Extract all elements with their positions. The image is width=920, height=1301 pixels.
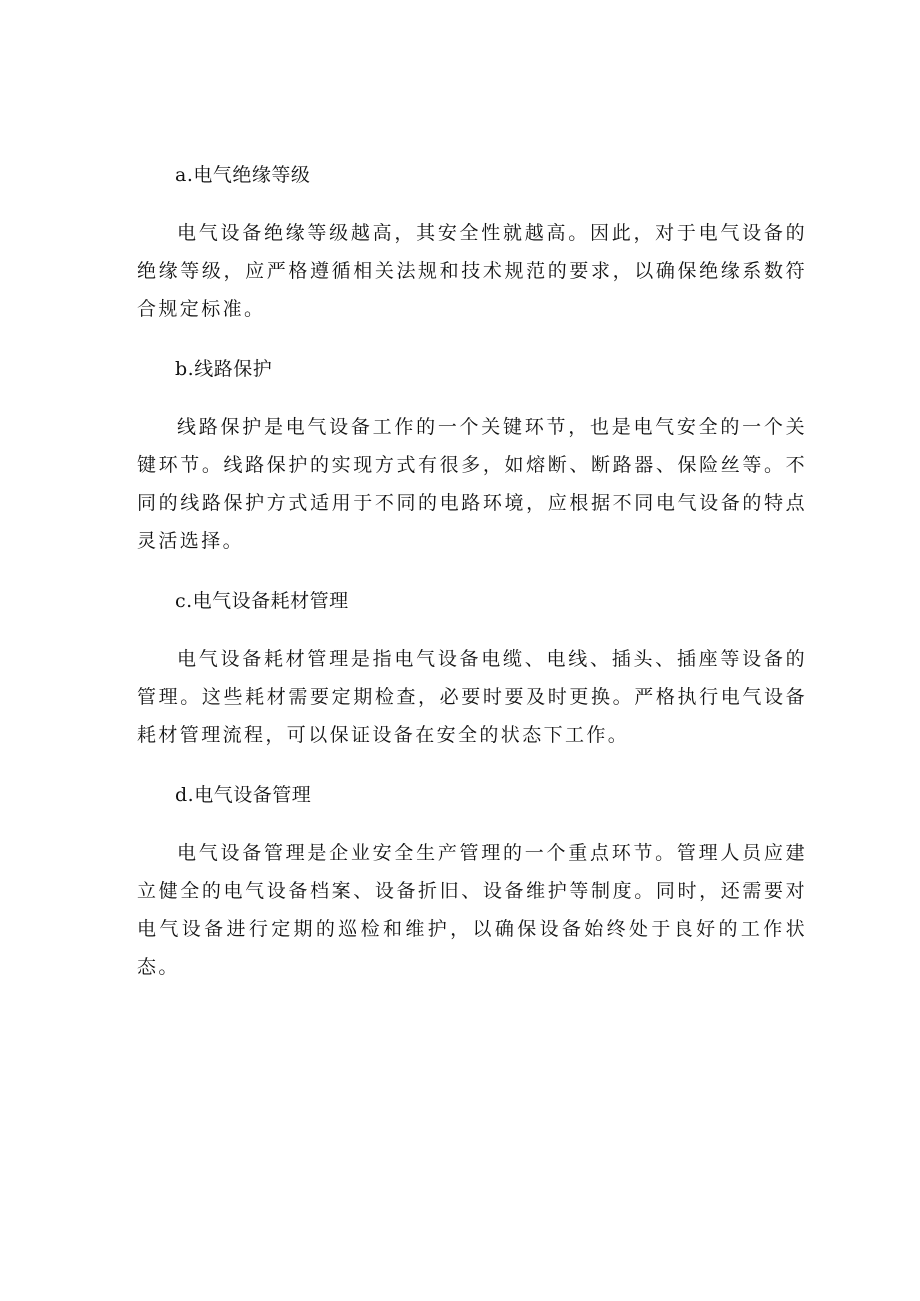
section-heading-b: b.线路保护: [175, 358, 273, 380]
section-body-c: 电气设备耗材管理是指电气设备电缆、电线、插头、插座等设备的管理。这些耗材需要定期检查，必要时要及时更换。严格执行电气设备耗材管理流程，可以保证设备在安全的状态下工作。: [137, 648, 807, 746]
section-heading-c: c.电气设备耗材管理: [175, 590, 349, 612]
section-heading-a: a.电气绝缘等级: [175, 164, 311, 186]
section-body-a: 电气设备绝缘等级越高，其安全性就越高。因此，对于电气设备的绝缘等级，应严格遵循相关法规和技术规范的要求，以确保绝缘系数符合规定标准。: [137, 222, 807, 320]
section-body-d: 电气设备管理是企业安全生产管理的一个重点环节。管理人员应建立健全的电气设备档案、设备折旧、设备维护等制度。同时，还需要对电气设备进行定期的巡检和维护，以确保设备始终处于良好的工作状态。: [137, 842, 807, 978]
section-body-b: 线路保护是电气设备工作的一个关键环节，也是电气安全的一个关键环节。线路保护的实现方式有很多，如熔断、断路器、保险丝等。不同的线路保护方式适用于不同的电路环境，应根据不同电气设备的特点灵活选择。: [137, 416, 807, 552]
section-heading-d: d.电气设备管理: [175, 784, 312, 806]
document-content: [137, 156, 807, 986]
